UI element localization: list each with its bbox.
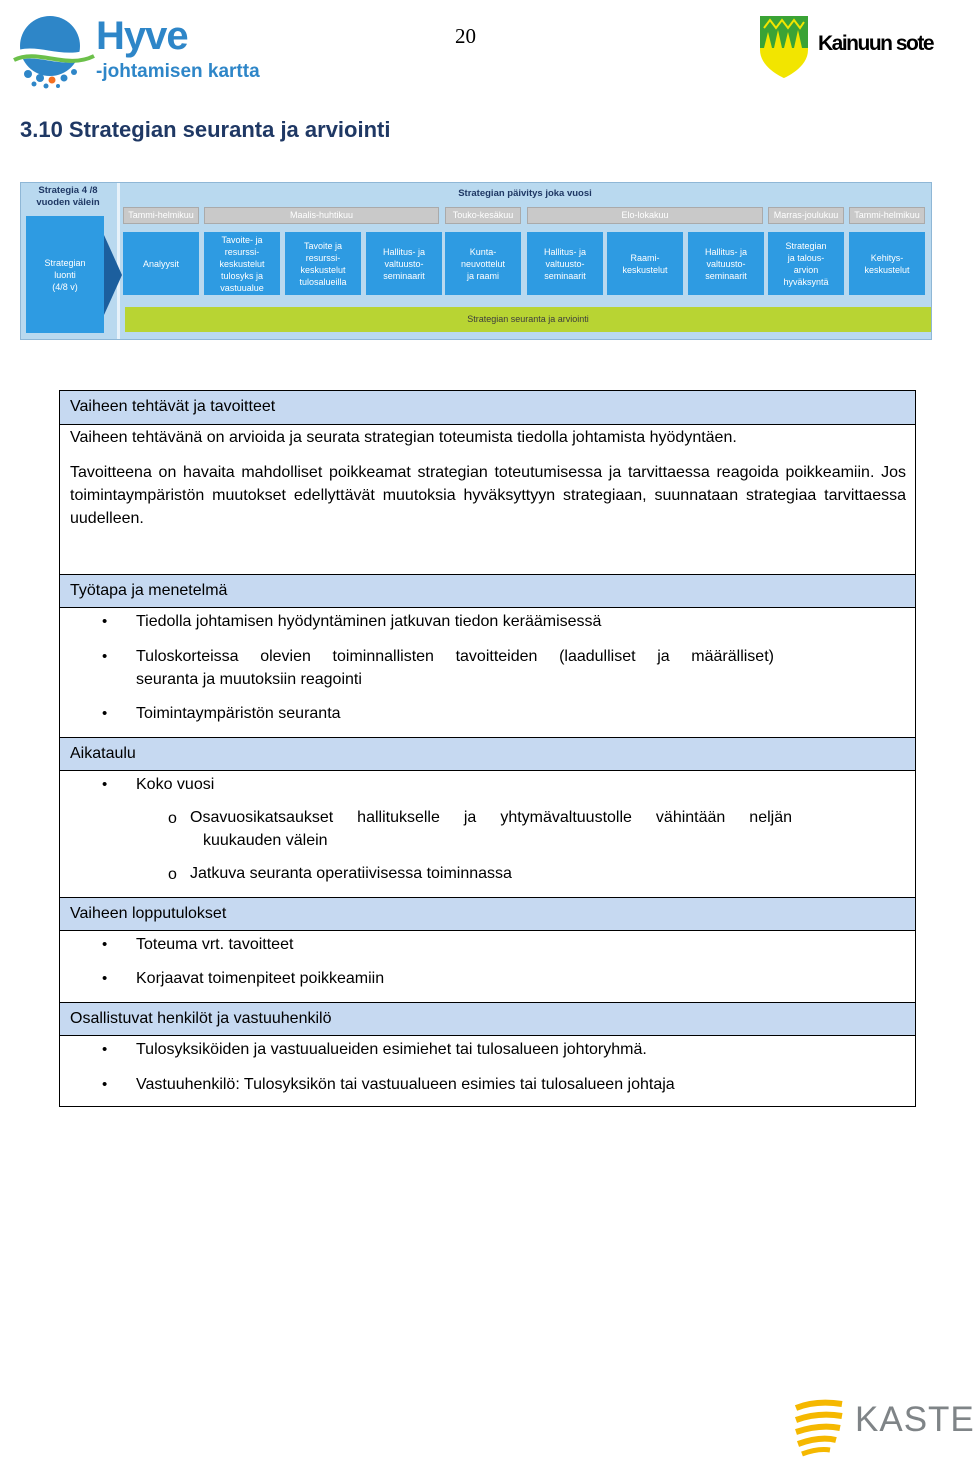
strategy-creation-step: Strategian luonti (4/8 v) [26,216,104,333]
bullet-icon: • [102,936,108,953]
process-step-label: ja raami [466,270,499,281]
process-step-label: Strategian [785,240,827,251]
process-step [204,232,280,295]
process-step-label: Raami- [630,252,660,263]
page-number: 20 [455,24,476,48]
kainuu-logo-text: Kainuun sote [818,32,934,55]
process-step-label: Hallitus- ja [543,246,586,257]
sub-bullet-icon: o [168,810,177,827]
method-item: Tiedolla johtamisen hyödyntäminen jatkuvan tiedon keräämisessä [136,613,602,630]
results-item: Toteuma vrt. tavoitteet [136,936,294,953]
process-step-label: tulosalueilla [299,276,347,287]
process-step-label: seminaarit [544,270,586,281]
section-title: 3.10 Strategian seuranta ja arviointi [20,117,391,142]
period-label: Marras-joulukuu [768,207,844,224]
process-step-label: Hallitus- ja [382,246,425,257]
process-step-label: tulosyks ja [220,270,264,281]
bullet-icon: • [102,1041,108,1058]
period-label: Touko-kesäkuu [445,207,521,224]
process-step-label: ja talous- [787,252,825,263]
hyve-logo-title: Hyve [96,14,188,58]
period-label: Elo-lokakuu [527,207,763,224]
process-step-label: Kehitys- [870,252,904,263]
process-step [688,232,764,295]
process-step-label: vastuualue [220,282,264,293]
schedule-subitem-continued: kuukauden välein [203,832,328,849]
header-tasks-goals: Vaiheen tehtävät ja tavoitteet [60,391,915,425]
tasks-paragraph: Vaiheen tehtävänä on arvioida ja seurata strategian toteumista tiedolla johtamista hyödyntäen. [70,429,737,446]
process-step [527,232,603,295]
process-step-label: hyväksyntä [783,276,829,287]
method-item: Tuloskorteissa olevien toiminnallisten tavoitteiden (laadulliset ja määrälliset) [136,648,774,665]
process-step-label: neuvottelut [460,258,506,269]
process-step-label: valtuusto- [706,258,746,269]
process-step-label: resurssi- [305,252,341,263]
schedule-subitem: Osavuosikatsaukset hallitukselle ja yhtymävaltuustolle vähintään neljän [190,809,792,826]
process-step-label: seminaarit [383,270,425,281]
schedule-subitem: Jatkuva seuranta operatiivisessa toiminnassa [190,865,512,882]
process-step-label: keskustelut [219,258,265,269]
process-step [607,232,683,295]
process-step [445,232,521,295]
process-step-label: keskustelut [622,264,668,275]
process-step-label: resurssi- [224,246,260,257]
process-step [768,232,844,295]
participants-item: Tulosyksiköiden ja vastuualueiden esimiehet tai tulosalueen johtoryhmä. [136,1041,647,1058]
bullet-icon: • [102,776,108,793]
period-label: Tammi-helmikuu [123,207,199,224]
arrow-right-icon [104,235,122,315]
results-item: Korjaavat toimenpiteet poikkeamiin [136,970,385,987]
sub-bullet-icon: o [168,866,177,883]
process-step [123,232,199,295]
bullet-icon: • [102,1076,108,1093]
goals-paragraph: Tavoitteena on havaita mahdolliset poikkeamat strategian toteutumisessa ja tarvittaessa reagoida poikkeamiin. Jos toimintaympäristön muutokset edellyttävät muutoksia hyväksyttyyn strategiaan, suunnataan strategiaa tarvittaessa uudelleen. [70,464,906,527]
process-step-label: Kunta- [469,246,497,257]
process-step-label: valtuusto- [384,258,424,269]
process-step-label: Tavoite ja [303,240,343,251]
header-participants: Osallistuvat henkilöt ja vastuuhenkilö [60,1002,915,1036]
bullet-icon: • [102,970,108,987]
header-results: Vaiheen lopputulokset [60,897,915,931]
monitoring-bar: Strategian seuranta ja arviointi [125,307,931,332]
process-step-label: Analyysit [142,258,179,269]
participants-item: Vastuuhenkilö: Tulosyksikön tai vastuualueen esimies tai tulosalueen johtaja [136,1076,675,1093]
header-schedule: Aikataulu [60,737,915,771]
process-step-label: keskustelut [300,264,346,275]
hyve-logo-subtitle: -johtamisen kartta [96,61,260,82]
process-step [366,232,442,295]
method-item: Toimintaympäristön seuranta [136,705,341,722]
method-item-continued: seuranta ja muutoksiin reagointi [136,671,362,688]
kaste-logo-text: KASTE [855,1400,975,1439]
diagram-left-head: Strategia 4 /8 vuoden välein [36,185,100,208]
strategy-process-diagram [20,182,932,340]
phase-table [59,390,916,1107]
bullet-icon: • [102,648,108,665]
period-label: Tammi-helmikuu [849,207,925,224]
diagram-top-head: Strategian päivitys joka vuosi [458,188,592,199]
process-step-label: arvion [793,264,819,275]
process-step-label: Hallitus- ja [704,246,747,257]
process-step-label: keskustelut [864,264,910,275]
bullet-icon: • [102,613,108,630]
process-step [285,232,361,295]
process-step-label: seminaarit [705,270,747,281]
process-step-label: valtuusto- [545,258,585,269]
schedule-item: Koko vuosi [136,776,215,793]
header-method: Työtapa ja menetelmä [60,574,915,608]
process-step [849,232,925,295]
process-step-label: Tavoite- ja [221,234,263,245]
bullet-icon: • [102,705,108,722]
period-label: Maalis-huhtikuu [204,207,439,224]
